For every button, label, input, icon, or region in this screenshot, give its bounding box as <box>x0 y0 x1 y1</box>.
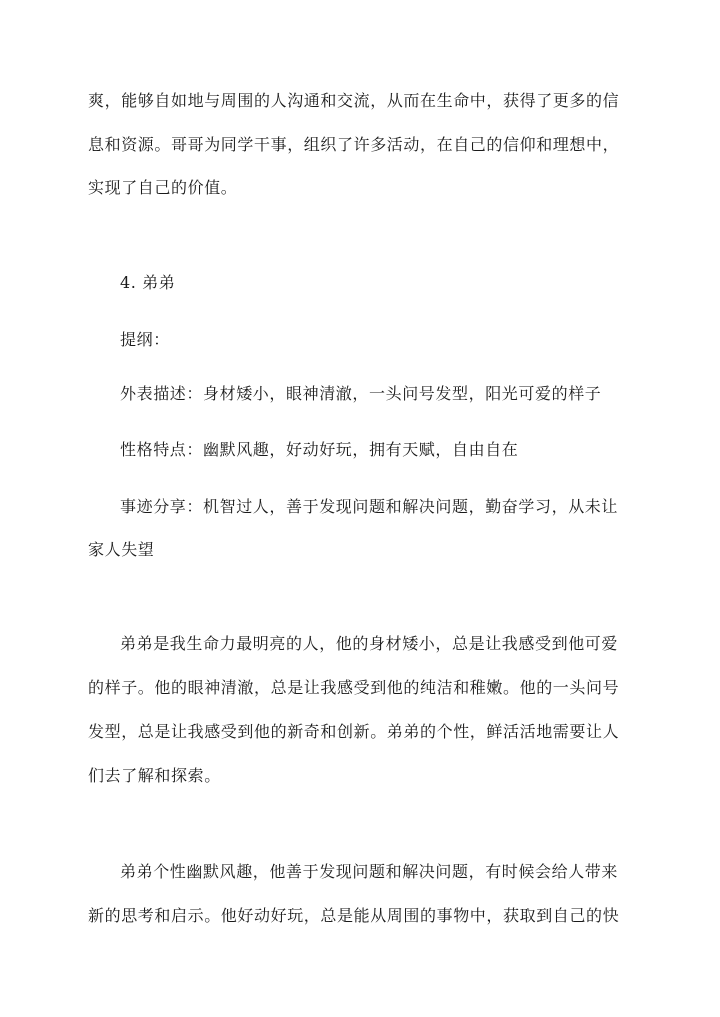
intro-line-1: 爽，能够自如地与周围的人沟通和交流，从而在生命中，获得了更多的信 <box>88 91 620 110</box>
outline-appearance: 外表描述：身材矮小，眼神清澈，一头问号发型，阳光可爱的样子 <box>120 384 602 403</box>
paragraph-1-line-1: 弟弟是我生命力最明亮的人，他的身材矮小，总是让我感受到他可爱 <box>120 634 619 653</box>
paragraph-1-line-2: 的样子。他的眼神清澈，总是让我感受到他的纯洁和稚嫩。他的一头问号 <box>88 678 620 697</box>
paragraph-2-line-2: 新的思考和启示。他好动好玩，总是能从周围的事物中，获取到自己的快 <box>88 906 620 925</box>
intro-line-3: 实现了自己的价值。 <box>88 178 238 197</box>
paragraph-1-line-4: 们去了解和探索。 <box>88 766 221 785</box>
outline-personality: 性格特点：幽默风趣，好动好玩，拥有天赋，自由自在 <box>120 440 519 459</box>
intro-line-2: 息和资源。哥哥为同学干事，组织了许多活动，在自己的信仰和理想中， <box>88 135 620 154</box>
outline-story-line-1: 事迹分享：机智过人，善于发现问题和解决问题，勤奋学习，从未让 <box>120 497 619 516</box>
paragraph-2-line-1: 弟弟个性幽默风趣，他善于发现问题和解决问题，有时候会给人带来 <box>120 862 619 881</box>
outline-story-line-2: 家人失望 <box>88 540 155 559</box>
section-heading: 4. 弟弟 <box>120 273 176 292</box>
outline-label: 提纲： <box>120 330 170 349</box>
paragraph-1-line-3: 发型，总是让我感受到他的新奇和创新。弟弟的个性，鲜活活地需要让人 <box>88 722 620 741</box>
